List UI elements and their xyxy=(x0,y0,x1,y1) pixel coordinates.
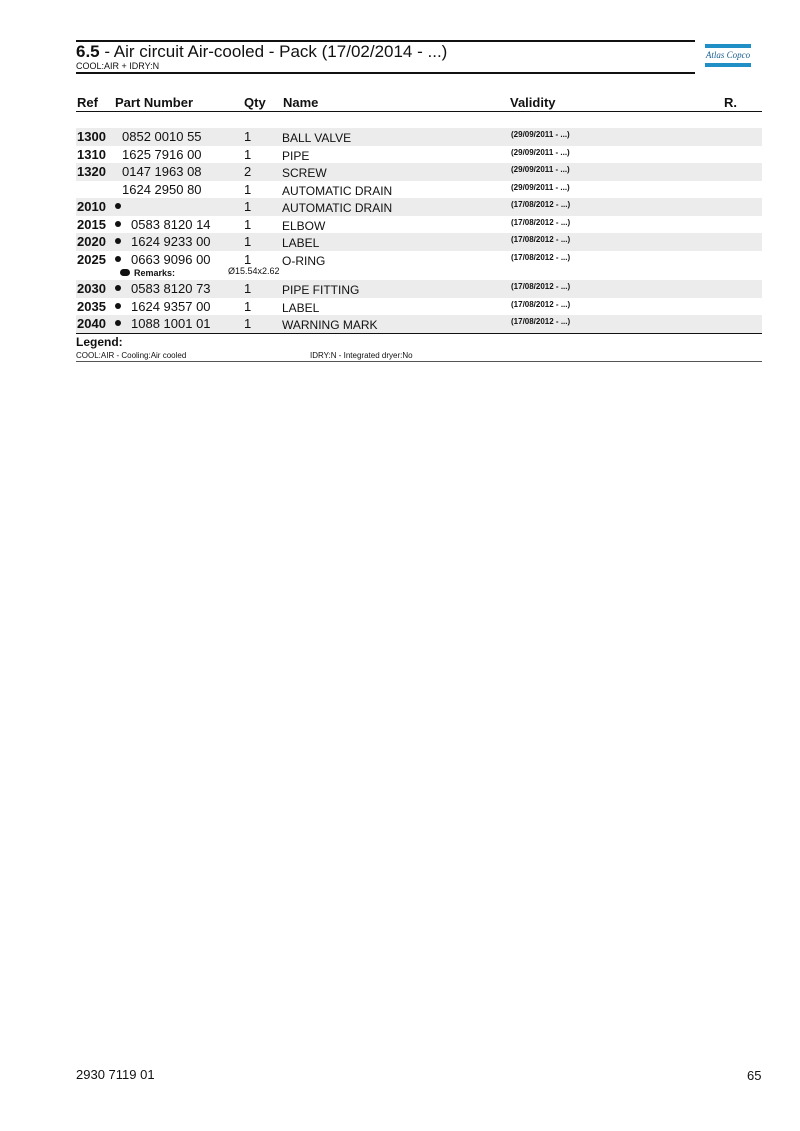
row-name: ELBOW xyxy=(282,218,326,233)
row-qty: 1 xyxy=(244,281,252,296)
header-bottom-rule xyxy=(76,72,695,74)
remark-text: Ø15.54x2.62 xyxy=(228,266,280,276)
table-row xyxy=(76,298,762,316)
row-qty: 2 xyxy=(244,164,252,179)
row-qty: 1 xyxy=(244,298,252,314)
logo-wordmark: Atlas Copco xyxy=(705,50,751,60)
table-row xyxy=(76,163,762,181)
row-part-number: 1624 9357 00 xyxy=(131,298,211,314)
row-part-number: 1624 2950 80 xyxy=(122,181,202,197)
row-name: PIPE xyxy=(282,148,310,163)
row-part-number: 1624 9233 00 xyxy=(131,234,211,249)
bullet-icon xyxy=(115,256,121,262)
row-validity: (29/09/2011 - ...) xyxy=(511,165,570,174)
column-header-validity: Validity xyxy=(510,95,556,110)
row-ref: 2010 xyxy=(77,199,106,214)
row-qty: 1 xyxy=(244,146,252,162)
row-validity: (17/08/2012 - ...) xyxy=(511,235,571,244)
row-validity: (17/08/2012 - ...) xyxy=(511,282,571,291)
bullet-icon xyxy=(115,285,121,291)
table-row xyxy=(76,216,762,234)
table-row xyxy=(76,128,762,146)
row-name: SCREW xyxy=(282,166,327,180)
legend-item: COOL:AIR - Cooling:Air cooled xyxy=(76,351,187,360)
row-name: BALL VALVE xyxy=(282,131,352,145)
speech-bubble-icon xyxy=(120,269,130,276)
row-ref: 2040 xyxy=(77,316,106,331)
row-validity: (29/09/2011 - ...) xyxy=(511,182,570,192)
row-name: AUTOMATIC DRAIN xyxy=(282,183,393,198)
row-qty: 1 xyxy=(244,216,252,232)
bullet-icon xyxy=(115,320,121,326)
row-name: LABEL xyxy=(282,236,320,250)
row-part-number: 1625 7916 00 xyxy=(122,146,202,162)
row-validity: (17/08/2012 - ...) xyxy=(511,299,571,309)
row-ref: 2030 xyxy=(77,281,106,296)
row-part-number: 0583 8120 73 xyxy=(131,281,211,296)
row-name: WARNING MARK xyxy=(282,318,378,332)
atlas-copco-logo xyxy=(705,44,751,68)
section-title: - Air circuit Air-cooled - Pack (17/02/2014 - ...) xyxy=(99,42,448,61)
remark-label: Remarks: xyxy=(134,268,176,278)
document-number: 2930 7119 01 xyxy=(76,1067,155,1082)
table-end-rule xyxy=(76,333,762,334)
table-row xyxy=(76,146,762,164)
row-name: O-RING xyxy=(282,253,326,268)
column-header-rule xyxy=(76,111,762,112)
table-row xyxy=(76,315,762,333)
row-ref: 2020 xyxy=(77,234,106,249)
row-qty: 1 xyxy=(244,316,252,331)
table-row xyxy=(76,181,762,199)
row-ref: 2035 xyxy=(77,298,106,314)
row-validity: (29/09/2011 - ...) xyxy=(511,147,570,157)
remark-row xyxy=(76,268,762,280)
remark-label-wrap xyxy=(120,268,175,278)
page-title xyxy=(76,42,447,62)
section-number: 6.5 xyxy=(76,42,100,61)
legend-title: Legend: xyxy=(76,335,123,349)
column-header-part-number: Part Number xyxy=(115,95,194,110)
row-ref: 1310 xyxy=(77,146,106,162)
row-part-number: 1088 1001 01 xyxy=(131,316,211,331)
row-validity: (17/08/2012 - ...) xyxy=(511,200,571,209)
row-name: AUTOMATIC DRAIN xyxy=(282,201,393,215)
page-number: 65 xyxy=(747,1068,762,1083)
legend-rule xyxy=(76,361,762,362)
logo-bar-top xyxy=(705,44,751,48)
row-qty: 1 xyxy=(244,234,252,249)
column-header-name: Name xyxy=(283,95,319,110)
bullet-icon xyxy=(115,203,121,209)
row-qty: 1 xyxy=(244,199,252,214)
table-row xyxy=(76,198,762,216)
parts-table xyxy=(76,128,762,333)
row-validity: (17/08/2012 - ...) xyxy=(511,217,571,227)
bullet-icon xyxy=(115,238,121,244)
row-validity: (17/08/2012 - ...) xyxy=(511,252,571,262)
row-ref: 1300 xyxy=(77,129,106,144)
column-header-r: R. xyxy=(724,95,737,110)
row-part-number: 0663 9096 00 xyxy=(131,251,211,267)
row-ref: 2015 xyxy=(77,216,106,232)
table-row xyxy=(76,280,762,298)
page-subtitle: COOL:AIR + IDRY:N xyxy=(76,61,160,71)
row-part-number: 0852 0010 55 xyxy=(122,129,202,144)
column-header-qty: Qty xyxy=(244,95,266,110)
logo-bar-bottom xyxy=(705,63,751,67)
row-name: LABEL xyxy=(282,300,320,315)
row-qty: 1 xyxy=(244,251,252,267)
legend-item: IDRY:N - Integrated dryer:No xyxy=(310,351,413,360)
row-part-number: 0583 8120 14 xyxy=(131,216,211,232)
table-row xyxy=(76,233,762,251)
bullet-icon xyxy=(115,303,121,309)
column-header-ref: Ref xyxy=(77,95,98,110)
row-qty: 1 xyxy=(244,181,252,197)
row-part-number: 0147 1963 08 xyxy=(122,164,202,179)
row-ref: 2025 xyxy=(77,251,106,267)
row-ref: 1320 xyxy=(77,164,106,179)
bullet-icon xyxy=(115,221,121,227)
row-validity: (17/08/2012 - ...) xyxy=(511,317,571,326)
row-validity: (29/09/2011 - ...) xyxy=(511,130,570,139)
row-name: PIPE FITTING xyxy=(282,283,360,297)
table-row xyxy=(76,251,762,269)
row-qty: 1 xyxy=(244,129,252,144)
